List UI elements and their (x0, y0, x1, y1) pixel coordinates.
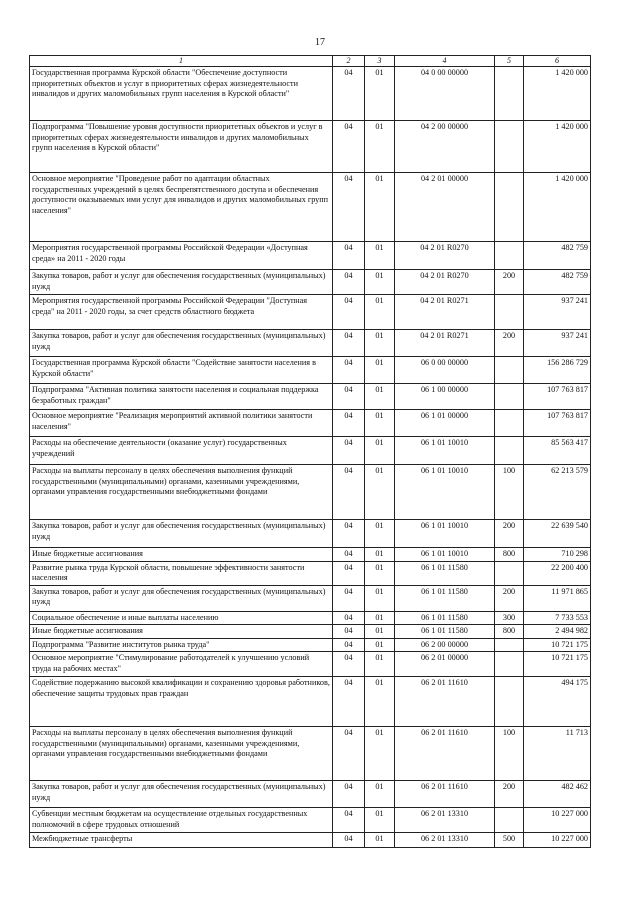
row-expense-type-code (495, 384, 524, 410)
row-subsection-code: 01 (365, 638, 395, 652)
row-description: Закупка товаров, работ и услуг для обеспечения государственных (муниципальных) нужд (30, 270, 333, 295)
column-header-4: 4 (395, 56, 495, 67)
row-section-code: 04 (333, 410, 365, 437)
row-subsection-code: 01 (365, 270, 395, 295)
row-expense-type-code (495, 652, 524, 677)
table-row (30, 437, 591, 465)
row-section-code: 04 (333, 727, 365, 781)
row-section-code: 04 (333, 808, 365, 833)
row-section-code: 04 (333, 67, 365, 121)
row-amount: 10 721 175 (524, 652, 591, 677)
row-subsection-code: 01 (365, 561, 395, 585)
row-subsection-code: 01 (365, 67, 395, 121)
row-amount: 107 763 817 (524, 384, 591, 410)
row-description: Подпрограмма "Повышение уровня доступности приоритетных объектов и услуг в приоритетных сферах жизнедеятельности инвалидов и других маломобильных групп населения в Курской области" (30, 121, 333, 173)
row-description: Основное мероприятие "Проведение работ по адаптации областных государственных учреждений в целях беспрепятственного доступа и обеспечения доступности оказываемых ими услуг для инвалидов и других маломобильных групп населения" (30, 173, 333, 242)
row-description: Закупка товаров, работ и услуг для обеспечения государственных (муниципальных) нужд (30, 330, 333, 357)
column-header-2: 2 (333, 56, 365, 67)
row-target-article-code: 06 1 01 10010 (395, 465, 495, 520)
row-subsection-code: 01 (365, 833, 395, 848)
row-amount: 1 420 000 (524, 121, 591, 173)
row-description: Межбюджетные трансферты (30, 833, 333, 848)
row-amount: 2 494 982 (524, 625, 591, 639)
row-expense-type-code (495, 67, 524, 121)
row-target-article-code: 06 1 01 11580 (395, 585, 495, 611)
row-target-article-code: 06 2 01 11610 (395, 677, 495, 727)
row-description: Основное мероприятие "Стимулирование работодателей к улучшению условий труда на рабочих местах" (30, 652, 333, 677)
row-subsection-code: 01 (365, 585, 395, 611)
row-expense-type-code: 200 (495, 270, 524, 295)
row-target-article-code: 06 1 01 10010 (395, 520, 495, 548)
row-target-article-code: 06 0 00 00000 (395, 357, 495, 384)
row-amount: 494 175 (524, 677, 591, 727)
row-target-article-code: 06 2 01 11610 (395, 727, 495, 781)
row-subsection-code: 01 (365, 437, 395, 465)
row-description: Закупка товаров, работ и услуг для обеспечения государственных (муниципальных) нужд (30, 585, 333, 611)
table-row (30, 677, 591, 727)
row-subsection-code: 01 (365, 330, 395, 357)
table-row (30, 611, 591, 625)
table-row (30, 270, 591, 295)
row-description: Закупка товаров, работ и услуг для обеспечения государственных (муниципальных) нужд (30, 781, 333, 808)
row-expense-type-code (495, 121, 524, 173)
row-amount: 937 241 (524, 295, 591, 330)
table-row (30, 548, 591, 562)
row-subsection-code: 01 (365, 121, 395, 173)
row-expense-type-code (495, 295, 524, 330)
row-subsection-code: 01 (365, 625, 395, 639)
row-target-article-code: 04 2 01 R0271 (395, 330, 495, 357)
row-amount: 11 971 865 (524, 585, 591, 611)
column-header-5: 5 (495, 56, 524, 67)
row-description: Расходы на выплаты персоналу в целях обеспечения выполнения функций государственными (муниципальными) органами, казенными учреждениями, органами управления государственными внебюджетными фондами (30, 727, 333, 781)
row-target-article-code: 06 1 01 11580 (395, 625, 495, 639)
row-section-code: 04 (333, 437, 365, 465)
table-row (30, 357, 591, 384)
row-target-article-code: 04 2 01 R0270 (395, 270, 495, 295)
row-amount: 156 286 729 (524, 357, 591, 384)
row-target-article-code: 06 2 01 00000 (395, 652, 495, 677)
row-amount: 937 241 (524, 330, 591, 357)
row-expense-type-code (495, 173, 524, 242)
row-section-code: 04 (333, 585, 365, 611)
row-expense-type-code (495, 242, 524, 270)
row-section-code: 04 (333, 638, 365, 652)
row-description: Субвенции местным бюджетам на осуществление отдельных государственных полномочий в сфере трудовых отношений (30, 808, 333, 833)
row-amount: 482 759 (524, 242, 591, 270)
row-expense-type-code (495, 677, 524, 727)
row-target-article-code: 06 1 01 11580 (395, 611, 495, 625)
row-target-article-code: 04 2 01 R0271 (395, 295, 495, 330)
row-amount: 22 200 400 (524, 561, 591, 585)
row-section-code: 04 (333, 357, 365, 384)
table-row (30, 242, 591, 270)
row-target-article-code: 06 1 01 10010 (395, 437, 495, 465)
row-amount: 7 733 553 (524, 611, 591, 625)
row-amount: 1 420 000 (524, 67, 591, 121)
page-number: 17 (315, 37, 325, 48)
row-description: Подпрограмма "Активная политика занятости населения и социальная поддержка безработных граждан" (30, 384, 333, 410)
row-amount: 62 213 579 (524, 465, 591, 520)
row-section-code: 04 (333, 295, 365, 330)
budget-table (29, 55, 591, 848)
row-section-code: 04 (333, 677, 365, 727)
row-amount: 1 420 000 (524, 173, 591, 242)
table-row (30, 295, 591, 330)
row-expense-type-code: 200 (495, 781, 524, 808)
row-section-code: 04 (333, 173, 365, 242)
row-section-code: 04 (333, 652, 365, 677)
row-expense-type-code (495, 357, 524, 384)
table-row (30, 410, 591, 437)
table-row (30, 652, 591, 677)
column-header-6: 6 (524, 56, 591, 67)
row-section-code: 04 (333, 330, 365, 357)
row-amount: 107 763 817 (524, 410, 591, 437)
table-row (30, 638, 591, 652)
column-header-3: 3 (365, 56, 395, 67)
row-amount: 710 298 (524, 548, 591, 562)
row-subsection-code: 01 (365, 384, 395, 410)
row-amount: 482 462 (524, 781, 591, 808)
row-subsection-code: 01 (365, 410, 395, 437)
row-expense-type-code: 100 (495, 465, 524, 520)
row-subsection-code: 01 (365, 465, 395, 520)
table-row (30, 781, 591, 808)
row-section-code: 04 (333, 833, 365, 848)
row-expense-type-code (495, 437, 524, 465)
row-target-article-code: 04 2 01 00000 (395, 173, 495, 242)
row-subsection-code: 01 (365, 242, 395, 270)
row-subsection-code: 01 (365, 808, 395, 833)
row-subsection-code: 01 (365, 611, 395, 625)
row-description: Иные бюджетные ассигнования (30, 625, 333, 639)
row-subsection-code: 01 (365, 781, 395, 808)
row-expense-type-code: 300 (495, 611, 524, 625)
row-amount: 11 713 (524, 727, 591, 781)
row-subsection-code: 01 (365, 520, 395, 548)
row-expense-type-code: 100 (495, 727, 524, 781)
row-description: Социальное обеспечение и иные выплаты населению (30, 611, 333, 625)
row-expense-type-code: 500 (495, 833, 524, 848)
row-subsection-code: 01 (365, 173, 395, 242)
row-expense-type-code: 800 (495, 625, 524, 639)
table-row (30, 585, 591, 611)
row-section-code: 04 (333, 465, 365, 520)
row-target-article-code: 04 2 01 R0270 (395, 242, 495, 270)
row-section-code: 04 (333, 561, 365, 585)
row-subsection-code: 01 (365, 295, 395, 330)
row-expense-type-code: 800 (495, 548, 524, 562)
row-description: Мероприятия государственной программы Российской Федерации "Доступная среда" на 2011 - 2020 годы, за счет средств областного бюджета (30, 295, 333, 330)
table-row (30, 330, 591, 357)
table-row (30, 67, 591, 121)
column-header-1: 1 (30, 56, 333, 67)
row-section-code: 04 (333, 270, 365, 295)
row-section-code: 04 (333, 520, 365, 548)
row-amount: 10 227 000 (524, 808, 591, 833)
row-section-code: 04 (333, 611, 365, 625)
row-subsection-code: 01 (365, 727, 395, 781)
table-row (30, 625, 591, 639)
row-expense-type-code (495, 561, 524, 585)
row-section-code: 04 (333, 242, 365, 270)
row-target-article-code: 06 1 01 10010 (395, 548, 495, 562)
row-expense-type-code: 200 (495, 330, 524, 357)
row-description: Расходы на выплаты персоналу в целях обеспечения выполнения функций государственными (муниципальными) органами, казенными учреждениями, органами управления государственными внебюджетными фондами (30, 465, 333, 520)
row-expense-type-code: 200 (495, 585, 524, 611)
row-expense-type-code (495, 410, 524, 437)
table-body (30, 67, 591, 848)
row-target-article-code: 06 1 01 00000 (395, 410, 495, 437)
row-expense-type-code (495, 808, 524, 833)
row-amount: 482 759 (524, 270, 591, 295)
row-description: Содействие подержанию высокой квалификации и сохранению здоровья работников, обеспечение защиты трудовых прав граждан (30, 677, 333, 727)
row-target-article-code: 06 2 00 00000 (395, 638, 495, 652)
row-amount: 85 563 417 (524, 437, 591, 465)
row-description: Основное мероприятие "Реализация мероприятий активной политики занятости населения" (30, 410, 333, 437)
table-row (30, 465, 591, 520)
row-target-article-code: 06 1 00 00000 (395, 384, 495, 410)
row-description: Развитие рынка труда Курской области, повышение эффективности занятости населения (30, 561, 333, 585)
row-description: Государственная программа Курской области "Обеспечение доступности приоритетных объектов и услуг в приоритетных сферах жизнедеятельности инвалидов и других маломобильных групп населения в Курской области" (30, 67, 333, 121)
row-amount: 10 227 000 (524, 833, 591, 848)
row-expense-type-code: 200 (495, 520, 524, 548)
table-row (30, 833, 591, 848)
row-description: Подпрограмма "Развитие институтов рынка труда" (30, 638, 333, 652)
table-row (30, 561, 591, 585)
table-header-row (30, 56, 591, 67)
row-expense-type-code (495, 638, 524, 652)
table-row (30, 173, 591, 242)
row-description: Государственная программа Курской области "Содействие занятости населения в Курской области" (30, 357, 333, 384)
row-target-article-code: 04 0 00 00000 (395, 67, 495, 121)
row-section-code: 04 (333, 384, 365, 410)
row-amount: 22 639 540 (524, 520, 591, 548)
table-row (30, 520, 591, 548)
row-subsection-code: 01 (365, 652, 395, 677)
table-row (30, 808, 591, 833)
row-amount: 10 721 175 (524, 638, 591, 652)
table-row (30, 121, 591, 173)
table-row (30, 384, 591, 410)
row-subsection-code: 01 (365, 357, 395, 384)
row-target-article-code: 06 2 01 13310 (395, 833, 495, 848)
row-subsection-code: 01 (365, 677, 395, 727)
row-section-code: 04 (333, 781, 365, 808)
row-description: Мероприятия государственной программы Российской Федерации «Доступная среда» на 2011 - 2020 годы (30, 242, 333, 270)
row-section-code: 04 (333, 625, 365, 639)
row-description: Расходы на обеспечение деятельности (оказание услуг) государственных учреждений (30, 437, 333, 465)
row-section-code: 04 (333, 548, 365, 562)
row-description: Иные бюджетные ассигнования (30, 548, 333, 562)
row-subsection-code: 01 (365, 548, 395, 562)
row-section-code: 04 (333, 121, 365, 173)
row-target-article-code: 06 2 01 13310 (395, 808, 495, 833)
row-description: Закупка товаров, работ и услуг для обеспечения государственных (муниципальных) нужд (30, 520, 333, 548)
row-target-article-code: 06 1 01 11580 (395, 561, 495, 585)
row-target-article-code: 04 2 00 00000 (395, 121, 495, 173)
row-target-article-code: 06 2 01 11610 (395, 781, 495, 808)
table-row (30, 727, 591, 781)
